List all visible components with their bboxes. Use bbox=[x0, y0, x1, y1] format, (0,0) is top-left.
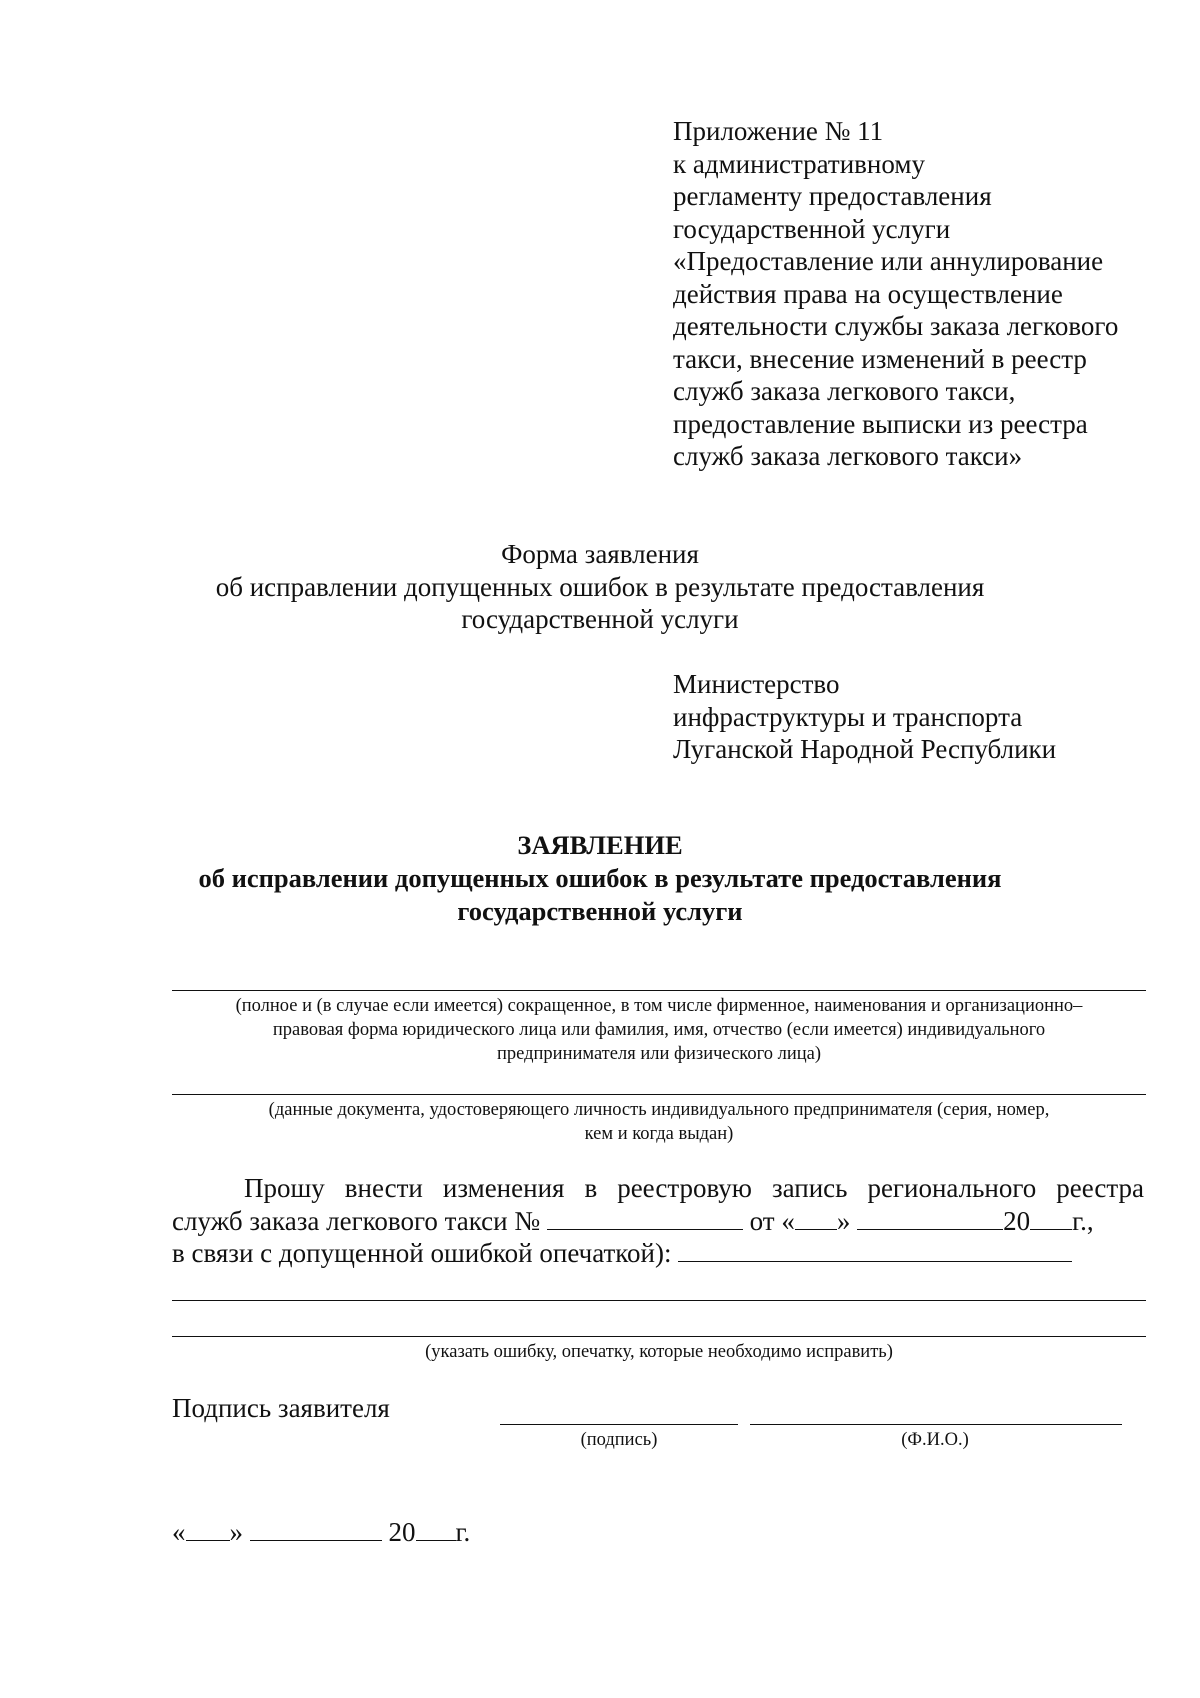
document-heading bbox=[100, 829, 1100, 928]
appendix-line: к административному bbox=[673, 148, 925, 179]
request-from-label: от « bbox=[749, 1205, 795, 1236]
date-year-field[interactable] bbox=[416, 1518, 456, 1541]
error-description-line[interactable] bbox=[172, 1336, 1146, 1337]
form-title-line: государственной услуги bbox=[461, 604, 739, 634]
error-description-field[interactable] bbox=[678, 1239, 1072, 1262]
addressee-line: Луганской Народной Республики bbox=[673, 734, 1057, 764]
applicant-name-hint bbox=[150, 994, 1168, 1066]
addressee-line: Министерство bbox=[673, 669, 840, 699]
appendix-line: действия права на осуществление bbox=[673, 278, 1063, 309]
date-day-field[interactable] bbox=[186, 1518, 230, 1541]
registry-number-field[interactable] bbox=[547, 1207, 743, 1230]
hint-line: предпринимателя или физического лица) bbox=[496, 1044, 821, 1064]
addressee-block bbox=[673, 668, 1153, 766]
form-title-line: об исправлении допущенных ошибок в результате предоставления bbox=[215, 571, 985, 602]
error-description-line[interactable] bbox=[172, 1300, 1146, 1301]
heading-subtitle: государственной услуги bbox=[457, 896, 743, 926]
date-month-field[interactable] bbox=[250, 1518, 382, 1541]
request-line-3 bbox=[172, 1237, 1144, 1270]
signature-field[interactable] bbox=[500, 1424, 738, 1425]
request-line-2 bbox=[172, 1205, 1144, 1238]
appendix-line: такси, внесение изменений в реестр bbox=[673, 343, 1087, 374]
appendix-line: Приложение № 11 bbox=[673, 116, 884, 146]
applicant-name-field[interactable] bbox=[172, 990, 1146, 991]
appendix-line: государственной услуги bbox=[673, 213, 951, 244]
heading-title: ЗАЯВЛЕНИЕ bbox=[517, 830, 683, 860]
hint-line: кем и когда выдан) bbox=[584, 1124, 734, 1144]
hint-line: правовая форма юридического лица или фамилия, имя, отчество (если имеется) индивидуального bbox=[272, 1020, 1046, 1040]
identity-document-field[interactable] bbox=[172, 1094, 1146, 1095]
date-open-quote: « bbox=[172, 1517, 186, 1547]
date-year-prefix: 20 bbox=[388, 1517, 416, 1547]
signature-label: Подпись заявителя bbox=[172, 1393, 390, 1423]
heading-subtitle: об исправлении допущенных ошибок в результате предоставления bbox=[198, 863, 1002, 893]
appendix-line: регламенту предоставления bbox=[673, 181, 992, 211]
date-close-quote: » bbox=[229, 1517, 243, 1547]
date-year-suffix: г. bbox=[455, 1517, 471, 1547]
request-paragraph bbox=[172, 1172, 1144, 1270]
request-registry-label: служб заказа легкового такси № bbox=[172, 1205, 541, 1236]
addressee-line: инфраструктуры и транспорта bbox=[673, 701, 1023, 732]
error-description-hint: (указать ошибку, опечатку, которые необходимо исправить) bbox=[425, 1342, 893, 1362]
request-year-prefix: 20 bbox=[1003, 1205, 1031, 1236]
appendix-line: служб заказа легкового такси» bbox=[673, 441, 1023, 471]
appendix-line: деятельности службы заказа легкового bbox=[673, 311, 1119, 341]
full-name-field[interactable] bbox=[750, 1424, 1122, 1425]
request-reason-label: в связи с допущенной ошибкой опечаткой): bbox=[172, 1238, 672, 1268]
appendix-line: «Предоставление или аннулирование bbox=[673, 246, 1104, 276]
full-name-hint: (Ф.И.О.) bbox=[901, 1430, 969, 1450]
hint-line: (данные документа, удостоверяющего личность индивидуального предпринимателя (серия, номер, bbox=[268, 1100, 1050, 1120]
form-title bbox=[150, 538, 1050, 636]
record-year-field[interactable] bbox=[1030, 1207, 1072, 1230]
hint-line: (полное и (в случае если имеется) сокращенное, в том числе фирменное, наименования и организационно– bbox=[235, 996, 1083, 1016]
signature-hint: (подпись) bbox=[580, 1430, 658, 1450]
appendix-line: предоставление выписки из реестра bbox=[673, 408, 1088, 439]
record-day-field[interactable] bbox=[795, 1207, 837, 1230]
request-close-quote: » bbox=[836, 1205, 851, 1236]
identity-document-hint bbox=[150, 1098, 1168, 1146]
record-month-field[interactable] bbox=[857, 1207, 1003, 1230]
date-line bbox=[172, 1516, 470, 1548]
request-line-1: Прошу внести изменения в реестровую запись регионального реестра bbox=[244, 1173, 1144, 1203]
appendix-block bbox=[673, 115, 1173, 473]
form-title-line: Форма заявления bbox=[501, 539, 699, 569]
appendix-line: служб заказа легкового такси, bbox=[673, 376, 1016, 406]
request-year-suffix: г., bbox=[1072, 1205, 1094, 1236]
